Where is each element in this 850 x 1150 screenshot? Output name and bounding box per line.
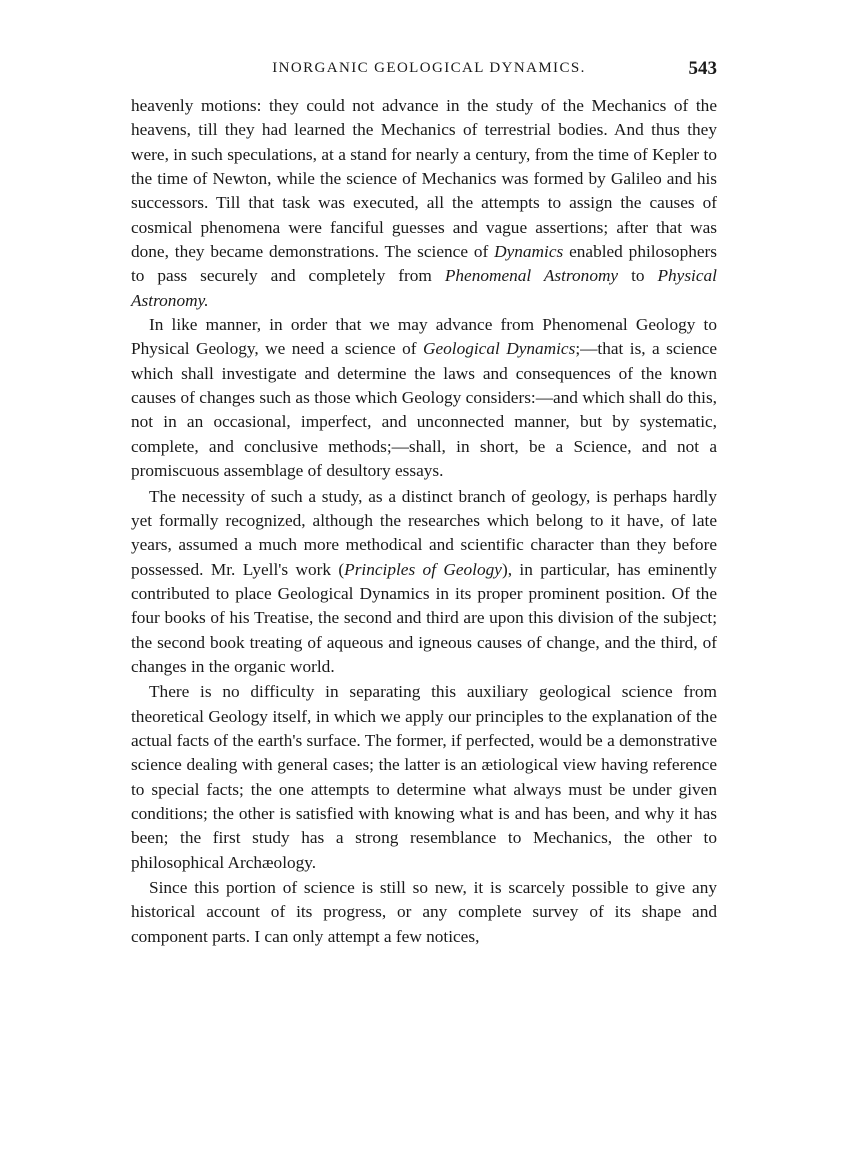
italic-text-run: Geological Dynamics — [423, 339, 576, 359]
paragraph — [131, 94, 717, 313]
book-page — [131, 58, 717, 949]
text-run: to — [618, 266, 658, 286]
text-run: ), in particular, has eminently contributed to place Geological Dynamics in its proper prominent position. Of the four books of his Treatise, the second and third are upon this division of the subject; the second book treating of aqueous and igneous causes of change, and the third, of changes in the organic world. — [131, 559, 717, 676]
text-run: The necessity of such a study, as a distinct branch of geology, is perhaps hardly yet formally recognized, although the researches which belong to it have, of late years, assumed a much more methodical and scientific character than they before possessed. Mr. Lyell's work ( — [131, 486, 717, 579]
paragraph — [131, 485, 717, 680]
text-run: enabled philosophers to pass securely and completely from — [131, 242, 717, 286]
text-run: In like manner, in order that we may advance from Phenomenal Geology to Physical Geology, we need a science of — [131, 315, 717, 359]
text-run: Since this portion of science is still so new, it is scarcely possible to give any historical account of its progress, or any complete survey of its shape and component parts. I can only attempt a few notices, — [131, 878, 717, 946]
page-number: 543 — [688, 58, 717, 79]
text-run: heavenly motions: they could not advance in the study of the Mechanics of the heavens, till they had learned the Mechanics of terrestrial bodies. And thus they were, in such speculations, at a stand for nearly a century, from the time of Kepler to the time of Newton, while the science of Mechanics was formed by Galileo and his successors. Till that task was executed, all the attempts to assign the causes of cosmical phenomena were fanciful guesses and vague assertions; after that was done, they became demonstrations. The science of — [131, 96, 717, 262]
running-head — [131, 58, 717, 88]
running-title: INORGANIC GEOLOGICAL DYNAMICS. — [272, 60, 586, 76]
italic-text-run: Dynamics — [494, 242, 564, 262]
italic-text-run: Physical Astronomy. — [131, 266, 717, 310]
paragraph — [131, 313, 717, 483]
italic-text-run: Phenomenal Astronomy — [444, 266, 619, 286]
text-body — [131, 94, 717, 949]
paragraph — [131, 680, 717, 875]
paragraph — [131, 876, 717, 949]
italic-text-run: Principles of Geology — [344, 559, 502, 579]
text-run: ;—that is, a science which shall investigate and determine the laws and consequences of the known causes of changes such as those which Geology considers:—and which shall do this, not in an occasional, imperfect, and unconnected manner, but by systematic, complete, and conclusive methods;—shall, in short, be a Science, and not a promiscuous assemblage of desultory essays. — [131, 339, 718, 481]
text-run: There is no difficulty in separating this auxiliary geological science from theoretical Geology itself, in which we apply our principles to the explanation of the actual facts of the earth's surface. The former, if perfected, would be a demonstrative science dealing with general cases; the latter is an ætiological view having reference to special facts; the one attempts to determine what always must be under given conditions; the other is satisfied with knowing what is and has been, and why it has been; the first study has a strong resemblance to Mechanics, the other to philosophical Archæology. — [131, 682, 717, 872]
